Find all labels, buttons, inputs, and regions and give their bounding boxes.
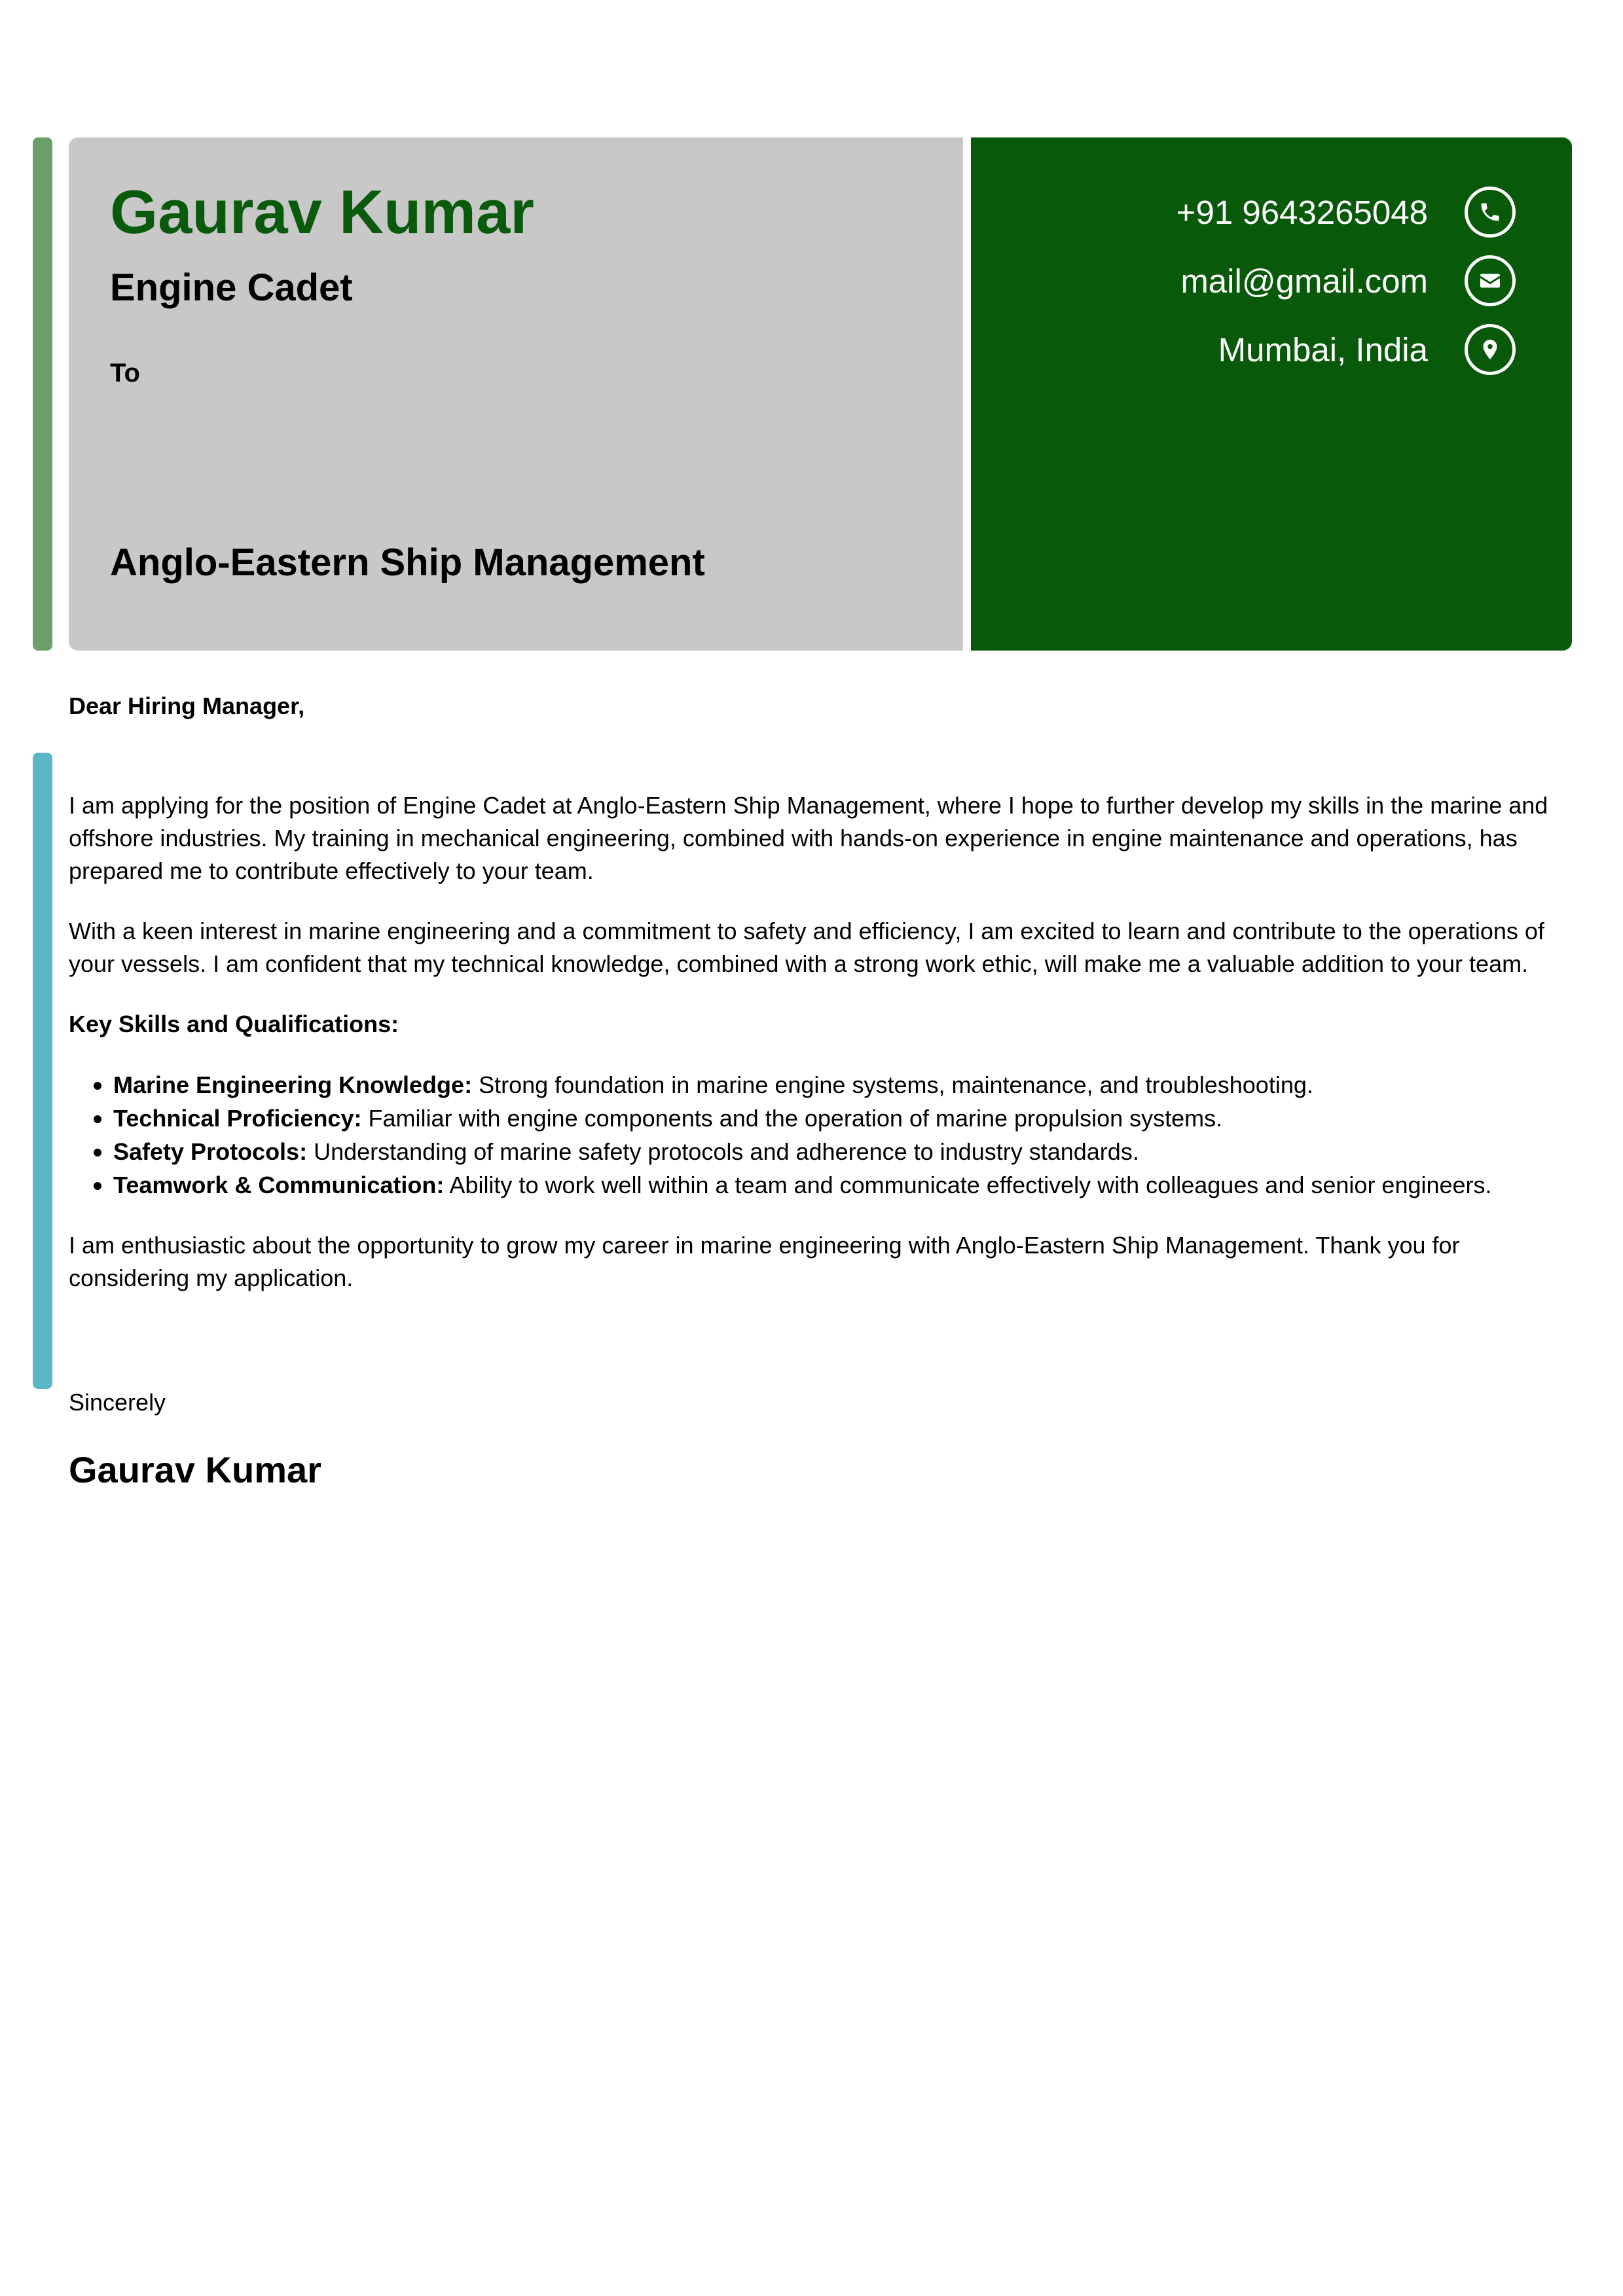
- envelope-icon: [1465, 255, 1516, 306]
- skill-item: [113, 1068, 1575, 1102]
- letter-closing: Sincerely: [69, 1389, 166, 1416]
- contact-email[interactable]: mail@gmail.com: [1180, 262, 1428, 300]
- contact-phone-row: [1176, 185, 1516, 240]
- skill-item: [113, 1168, 1575, 1202]
- skill-item: [113, 1102, 1575, 1135]
- skill-label: Safety Protocols:: [113, 1138, 308, 1165]
- contact-location: Mumbai, India: [1218, 331, 1428, 368]
- signature-name: Gaurav Kumar: [69, 1449, 321, 1490]
- contact-phone[interactable]: +91 9643265048: [1176, 193, 1428, 231]
- skill-item: [113, 1135, 1575, 1168]
- header-left-panel: [69, 137, 963, 651]
- skill-text: Strong foundation in marine engine systems, maintenance, and troubleshooting.: [472, 1071, 1313, 1098]
- header-accent-bar: [33, 137, 52, 651]
- body-paragraph: With a keen interest in marine engineering and a commitment to safety and efficiency, I am excited to learn and contribute to the operations of your vessels. I am confident that my technical knowledge, combined with a strong work ethic, will make me a valuable addition to your team.: [69, 918, 1544, 977]
- recipient-to-label: To: [110, 359, 140, 387]
- applicant-name: Gaurav Kumar: [110, 177, 534, 246]
- phone-icon: [1465, 187, 1516, 238]
- skill-label: Marine Engineering Knowledge:: [113, 1071, 473, 1098]
- skill-label: Technical Proficiency:: [113, 1105, 362, 1132]
- skill-text: Familiar with engine components and the operation of marine propulsion systems.: [361, 1105, 1223, 1132]
- skills-list: [69, 1068, 1575, 1202]
- contact-location-row: [1218, 322, 1516, 377]
- closing-paragraph: I am enthusiastic about the opportunity to grow my career in marine engineering with Anglo-Eastern Ship Management. Thank you for considering my application.: [69, 1232, 1460, 1291]
- skill-label: Teamwork & Communication:: [113, 1172, 445, 1198]
- job-title: Engine Cadet: [110, 266, 353, 309]
- contact-email-row: [1180, 253, 1516, 308]
- map-pin-icon: [1465, 324, 1516, 375]
- letter-greeting: Dear Hiring Manager,: [69, 692, 305, 719]
- skill-text: Understanding of marine safety protocols and adherence to industry standards.: [307, 1138, 1139, 1165]
- contact-panel: [971, 137, 1572, 651]
- letter-body: [69, 789, 1575, 1322]
- body-accent-bar: [33, 753, 52, 1389]
- recipient-company: Anglo-Eastern Ship Management: [110, 541, 705, 584]
- body-paragraph: I am applying for the position of Engine Cadet at Anglo-Eastern Ship Management, where I hope to further develop my skills in the marine and offshore industries. My training in mechanical engineering, combined with hands-on experience in engine maintenance and operations, has prepared me to contribute effectively to your team.: [69, 792, 1548, 884]
- skills-heading: Key Skills and Qualifications:: [69, 1011, 399, 1037]
- skill-text: Ability to work well within a team and communicate effectively with colleagues and senior engineers.: [444, 1172, 1492, 1198]
